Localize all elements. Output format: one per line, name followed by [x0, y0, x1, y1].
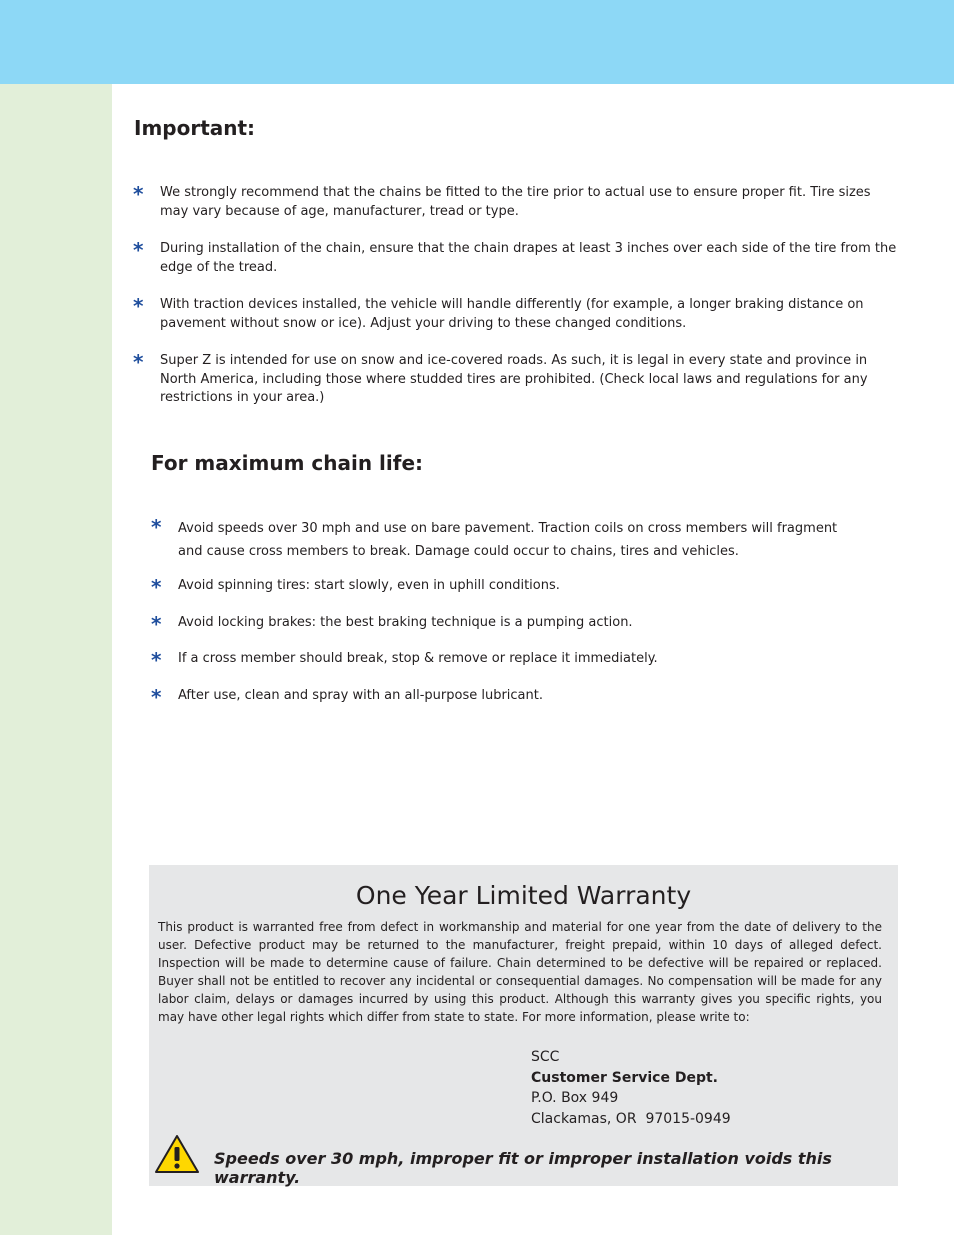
address-company: SCC	[531, 1049, 560, 1065]
asterisk-bullet-icon: *	[151, 611, 162, 636]
warranty-box	[149, 865, 898, 1186]
asterisk-bullet-icon: *	[151, 648, 162, 672]
chain-life-list	[151, 515, 838, 723]
important-list	[133, 182, 900, 427]
address-department: Customer Service Dept.	[531, 1069, 718, 1086]
asterisk-bullet-icon: *	[151, 684, 162, 709]
list-item: * Avoid locking brakes: the best braking technique is a pumping action.	[151, 611, 633, 636]
important-heading: Important:	[134, 116, 256, 140]
warranty-warning-note: Speeds over 30 mph, improper fit or improper installation voids this warranty.	[214, 1149, 832, 1187]
asterisk-bullet-icon: *	[133, 350, 144, 374]
list-item: * During installation of the chain, ensure that the chain drapes at least 3 inches over each side of the tire from the edge of the tread.	[133, 238, 897, 275]
list-item: * If a cross member should break, stop & remove or replace it immediately.	[151, 648, 658, 672]
list-item: * Avoid speeds over 30 mph and use on bare pavement. Traction coils on cross members will fragment and cause cross members to break. Damage could occur to chains, tires and vehicles.	[151, 515, 838, 559]
address-city: Clackamas, OR 97015-0949	[531, 1110, 731, 1127]
warranty-title: One Year Limited Warranty	[355, 881, 692, 910]
asterisk-bullet-icon: *	[133, 238, 144, 262]
list-item: * After use, clean and spray with an all-purpose lubricant.	[151, 684, 543, 709]
asterisk-bullet-icon: *	[133, 294, 144, 318]
asterisk-bullet-icon: *	[133, 182, 144, 206]
list-item: * Super Z is intended for use on snow and ice-covered roads. As such, it is legal in every state and province in North America, including those where studded tires are prohibited. (Check local laws and regulations for any restrictions in your area.)	[133, 350, 868, 405]
list-item: * With traction devices installed, the vehicle will handle differently (for example, a longer braking distance on pavement without snow or ice). Adjust your driving to these changed conditions.	[133, 294, 864, 331]
chain-life-heading: For maximum chain life:	[151, 451, 424, 475]
asterisk-bullet-icon: *	[151, 515, 162, 539]
asterisk-bullet-icon: *	[151, 575, 162, 599]
side-color-band	[0, 84, 112, 1235]
list-item: * We strongly recommend that the chains be fitted to the tire prior to actual use to ensure proper fit. Tire sizes may vary because of age, manufacturer, tread or type.	[133, 182, 871, 219]
list-item: * Avoid spinning tires: start slowly, even in uphill conditions.	[151, 575, 560, 599]
warranty-body: This product is warranted free from defect in workmanship and material for one year from the date of delivery to the user. Defective product may be returned to the manufacturer, freight prepaid, within 10 days of alleged defect. Inspection will be made to determine cause of failure. Chain determined to be defective will be repaired or replaced. Buyer shall not be entitled to recover any incidental or consequential damages. No compensation will be made for any labor claim, delays or damages incurred by using this product. Although this warranty gives you specific rights, you may have other legal rights which differ from state to state. For more information, please write to:	[158, 920, 882, 1024]
address-po-box: P.O. Box 949	[531, 1090, 619, 1106]
warranty-address	[531, 1047, 731, 1129]
top-color-band	[0, 0, 954, 84]
warning-triangle-icon	[154, 1134, 200, 1174]
